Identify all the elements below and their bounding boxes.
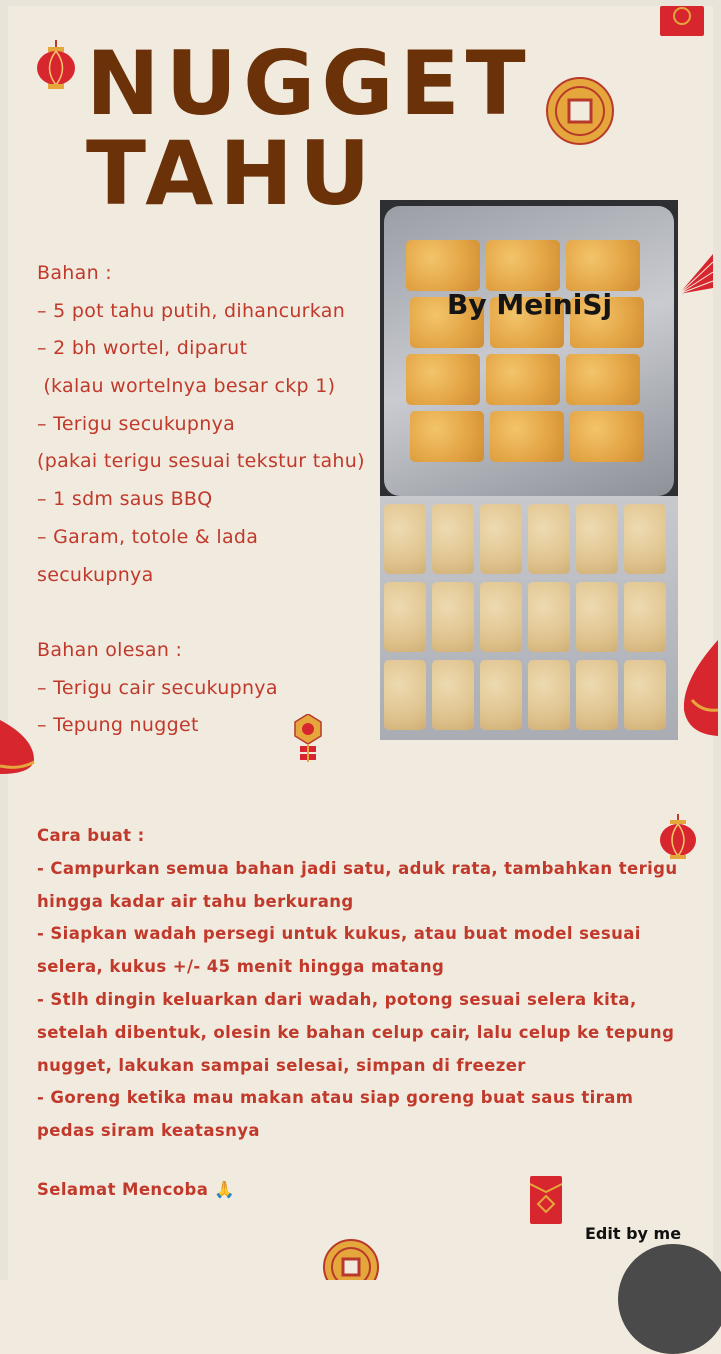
frozen-nugget-piece: [528, 660, 570, 730]
coin-icon: [545, 76, 615, 146]
nugget-piece: [410, 411, 484, 462]
money-bag-icon: [678, 640, 718, 738]
frozen-nugget-piece: [528, 582, 570, 652]
coating-item: – Tepung nugget: [37, 714, 199, 737]
ingredient-item: – 1 sdm saus BBQ: [37, 488, 213, 511]
step-line: - Stlh dingin keluarkan dari wadah, potong sesuai selera kita,: [37, 989, 637, 1009]
frozen-nugget-piece: [384, 504, 426, 574]
step-line: - Goreng ketika mau makan atau siap goreng buat saus tiram: [37, 1088, 634, 1108]
title-line-2: TAHU: [86, 122, 377, 225]
lantern-icon: [35, 40, 77, 92]
frozen-nugget-piece: [480, 660, 522, 730]
title-line-1: NUGGET: [86, 32, 532, 135]
frozen-nugget-piece: [624, 504, 666, 574]
frozen-nugget-piece: [384, 660, 426, 730]
ingredient-note: (pakai terigu sesuai tekstur tahu): [37, 450, 365, 473]
ingredient-item: – Terigu secukupnya: [37, 412, 236, 435]
frozen-nugget-piece: [576, 582, 618, 652]
ingredient-item: – Garam, totole & lada: [37, 525, 259, 548]
steps-list: [37, 820, 687, 1148]
money-bag-icon: [0, 718, 40, 776]
frame-top: [0, 0, 721, 6]
frozen-nugget-piece: [624, 660, 666, 730]
frozen-nugget-piece: [432, 582, 474, 652]
ingredient-item: secukupnya: [37, 563, 154, 586]
steps-heading: Cara buat :: [37, 826, 145, 845]
step-line: - Siapkan wadah persegi untuk kukus, atau buat model sesuai: [37, 924, 641, 944]
frozen-nugget-piece: [624, 582, 666, 652]
nugget-piece: [566, 240, 640, 291]
step-line: nugget, lakukan sampai selesai, simpan di freezer: [37, 1055, 526, 1075]
frozen-nugget-piece: [480, 582, 522, 652]
nugget-piece: [486, 354, 560, 405]
nugget-piece: [566, 354, 640, 405]
coating-item: – Terigu cair secukupnya: [37, 676, 278, 699]
credit-text: Edit by me: [585, 1224, 682, 1243]
fan-icon: [677, 248, 715, 296]
frozen-nugget-piece: [576, 504, 618, 574]
profile-circle: [618, 1244, 721, 1354]
step-line: hingga kadar air tahu berkurang: [37, 891, 354, 911]
watermark: By MeiniSj: [447, 288, 613, 321]
red-envelope-icon: [660, 6, 704, 36]
food-bag-bottom: [380, 496, 678, 740]
frozen-nugget-piece: [432, 660, 474, 730]
coin-icon: [322, 1238, 380, 1280]
ingredient-item: – 5 pot tahu putih, dihancurkan: [37, 299, 346, 322]
ingredients-heading: Bahan :: [37, 262, 112, 284]
coating-heading: Bahan olesan :: [37, 638, 183, 661]
nugget-piece: [406, 354, 480, 405]
red-envelope-icon: [530, 1176, 562, 1224]
step-line: pedas siram keatasnya: [37, 1121, 260, 1141]
nugget-piece: [406, 240, 480, 291]
closing-text: Selamat Mencoba 🙏: [37, 1180, 236, 1199]
frozen-nugget-piece: [576, 660, 618, 730]
nugget-photo: [380, 200, 678, 740]
frame-edge-left: [0, 0, 8, 1280]
ingredient-spacer: [37, 594, 382, 632]
frozen-nugget-piece: [528, 504, 570, 574]
nugget-piece: [490, 411, 564, 462]
frozen-nugget-piece: [432, 504, 474, 574]
ingredients-list: [37, 255, 382, 745]
frozen-nugget-piece: [480, 504, 522, 574]
ingredient-note: (kalau wortelnya besar ckp 1): [37, 375, 336, 398]
ingredient-item: – 2 bh wortel, diparut: [37, 337, 248, 360]
step-line: setelah dibentuk, olesin ke bahan celup cair, lalu celup ke tepung: [37, 1022, 675, 1042]
nugget-piece: [570, 411, 644, 462]
food-container-top: [384, 206, 674, 496]
nugget-piece: [486, 240, 560, 291]
frozen-nugget-piece: [384, 582, 426, 652]
step-line: selera, kukus +/- 45 menit hingga matang: [37, 957, 445, 977]
step-line: - Campurkan semua bahan jadi satu, aduk rata, tambahkan terigu: [37, 858, 678, 878]
